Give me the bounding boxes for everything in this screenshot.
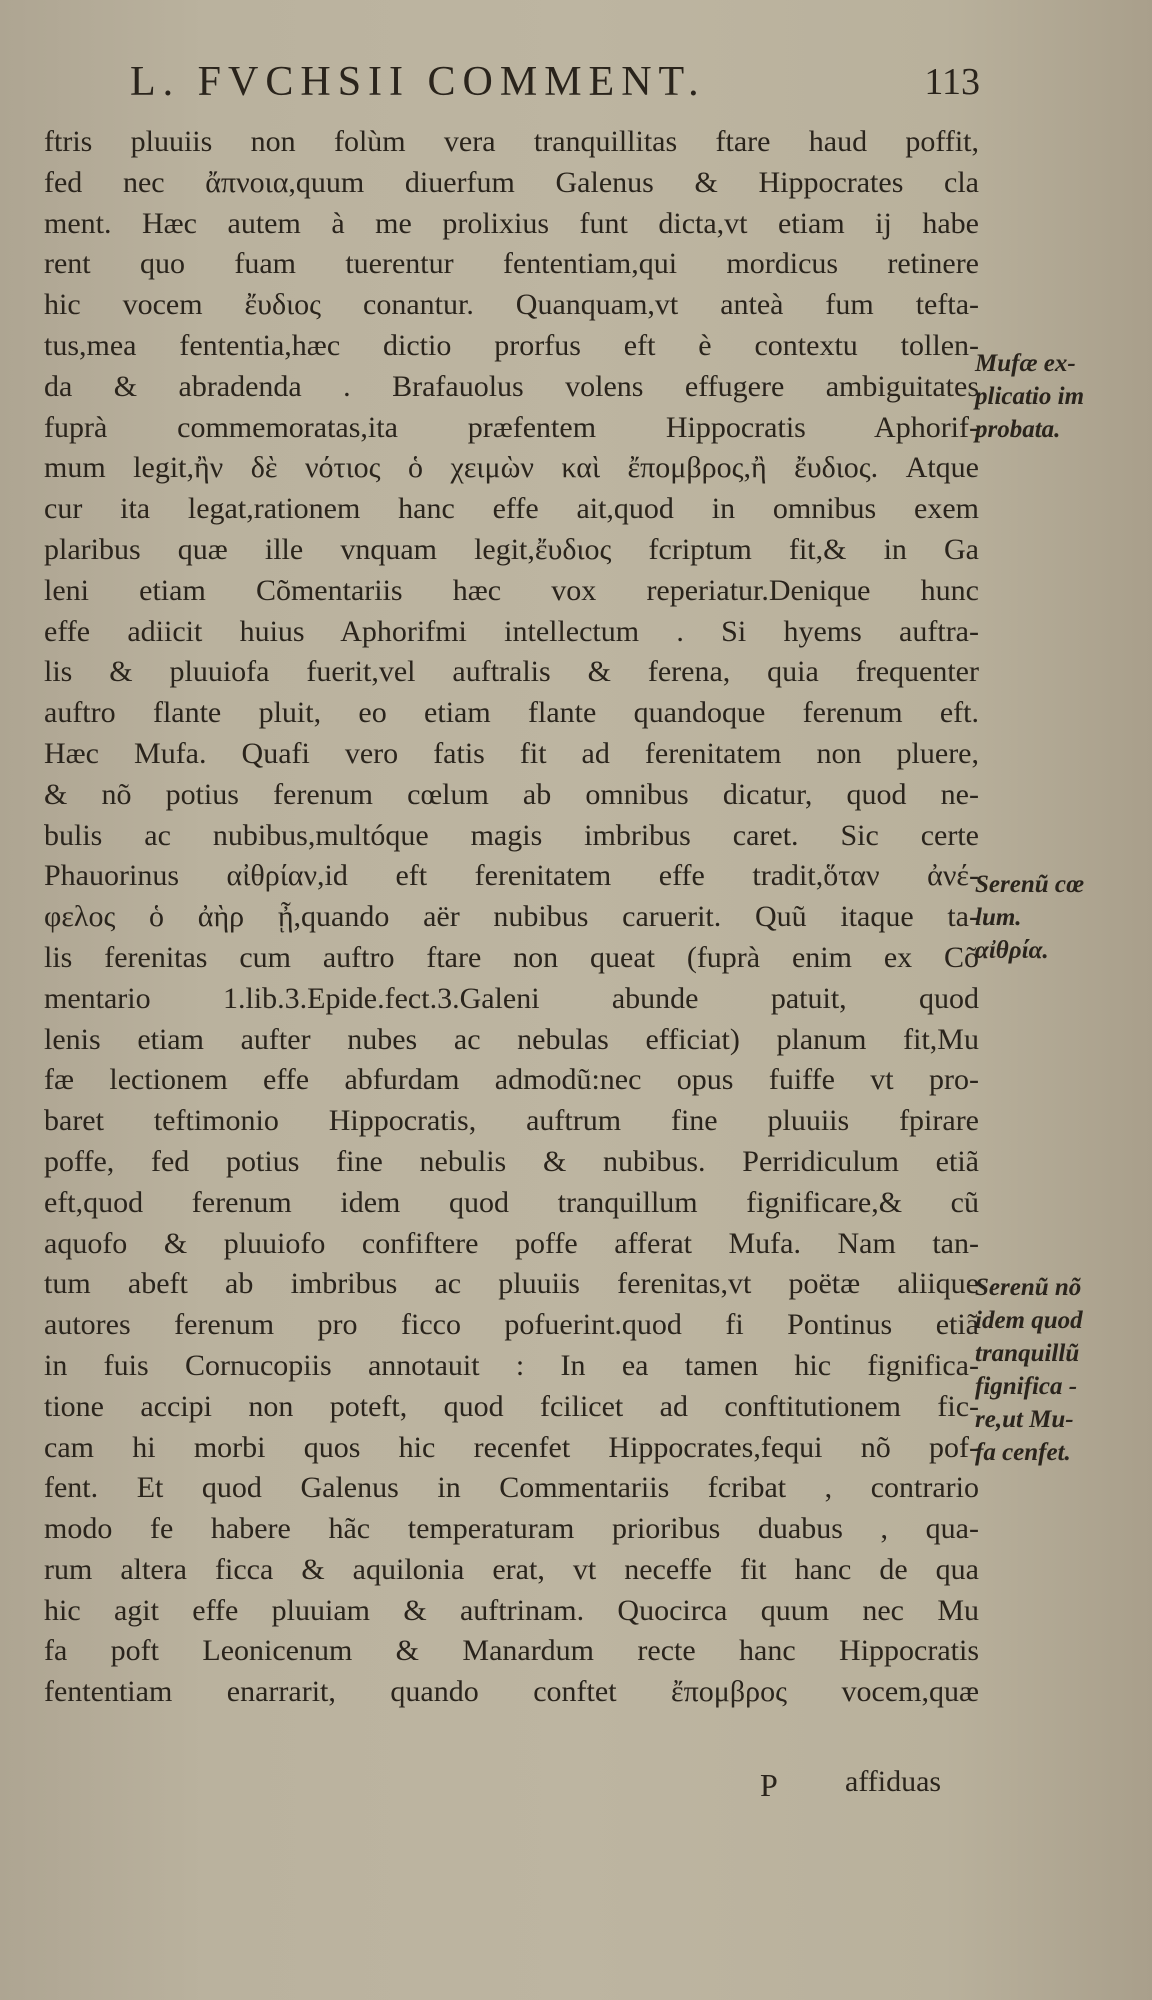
text-line: bulis ac nubibus,multóque magis imbribus caret. Sic certe [44, 818, 979, 852]
text-line: baret teftimonio Hippocratis, auftrum fine pluuiis fpirare [44, 1104, 979, 1138]
text-line: Phauorinus αἰθρίαν,id eft ferenitatem effe tradit,ὅταν ἀνέ- [44, 859, 979, 893]
text-line: hic vocem ἔυδιος conantur. Quanquam,vt anteà fum tefta- [44, 288, 979, 322]
text-line: rum altera ficca & aquilonia erat, vt neceffe fit hanc de qua [44, 1552, 979, 1586]
margin-note-line: fignifica - [975, 1373, 1078, 1400]
page-footer [130, 1767, 980, 1817]
margin-note-line: αἰθρία. [975, 937, 1049, 964]
margin-note-line: re,ut Mu- [975, 1406, 1074, 1433]
signature-mark: P [760, 1767, 778, 1803]
margin-note-line: fa cenfet. [975, 1439, 1071, 1466]
text-line: lis & pluuiofa fuerit,vel auftralis & ferena, quia frequenter [44, 655, 979, 689]
catchword: affiduas [845, 1765, 942, 1798]
text-line: fed nec ἄπνοια,quum diuerfum Galenus & Hippocrates cla [44, 165, 979, 199]
margin-note-line: probata. [975, 416, 1061, 443]
text-line: lis ferenitas cum auftro ftare non queat (fuprà enim ex Cõ [44, 940, 979, 974]
margin-note-musa [975, 347, 1145, 446]
text-line: fa poft Leonicenum & Manardum recte hanc Hippocratis [44, 1634, 979, 1668]
text-line: effe adiicit huius Aphorifmi intellectum . Si hyems auftra- [44, 614, 979, 648]
text-line: fæ lectionem effe abfurdam admodũ:nec opus fuiffe vt pro- [44, 1063, 979, 1097]
text-line: lenis etiam aufter nubes ac nebulas efficiat) planum fit,Mu [44, 1022, 979, 1056]
main-text [44, 122, 979, 1713]
page-number: 113 [924, 61, 980, 103]
text-line: hic agit effe pluuiam & auftrinam. Quocirca quum nec Mu [44, 1593, 979, 1627]
margin-note-line: plicatio im [975, 383, 1085, 410]
text-line: Hæc Mufa. Quafi vero fatis fit ad ferenitatem non pluere, [44, 736, 979, 770]
margin-note-line: Mufæ ex- [975, 350, 1076, 377]
margin-note-serenum-caelum [975, 868, 1145, 967]
text-line: & nõ potius ferenum cœlum ab omnibus dicatur, quod ne- [44, 777, 979, 811]
text-line: tione accipi non poteft, quod fcilicet ad conftitutionem fic- [44, 1389, 979, 1423]
margin-note-line: Serenũ cœ [975, 871, 1085, 898]
text-line: plaribus quæ ille vnquam legit,ἔυδιος fcriptum fit,& in Ga [44, 532, 979, 566]
text-line: mentario 1.lib.3.Epide.fect.3.Galeni abunde patuit, quod [44, 981, 979, 1015]
margin-note-line: tranquillũ [975, 1340, 1080, 1367]
text-line: modo fe habere hãc temperaturam prioribus duabus , qua- [44, 1512, 979, 1546]
text-line: in fuis Cornucopiis annotauit : In ea tamen hic fignifica- [44, 1348, 979, 1382]
page-header [130, 58, 980, 118]
text-line: auftro flante pluit, eo etiam flante quandoque ferenum eft. [44, 696, 979, 730]
text-line: tum abeft ab imbribus ac pluuiis ferenitas,vt poëtæ aliique [44, 1267, 979, 1301]
text-line: autores ferenum pro ficco pofuerint.quod fi Pontinus etiã [44, 1308, 979, 1342]
text-line: cam hi morbi quos hic recenfet Hippocrates,fequi nõ pof- [44, 1430, 979, 1464]
margin-note-line: idem quod [975, 1307, 1083, 1334]
text-line: poffe, fed potius fine nebulis & nubibus. Perridiculum etiã [44, 1144, 979, 1178]
running-head: L. FVCHSII COMMENT. [130, 59, 706, 105]
text-line: cur ita legat,rationem hanc effe ait,quod in omnibus exem [44, 492, 979, 526]
text-line: ment. Hæc autem à me prolixius funt dicta,vt etiam ij habe [44, 206, 979, 240]
text-line: aquofo & pluuiofo confiftere poffe afferat Mufa. Nam tan- [44, 1226, 979, 1260]
text-line: ftris pluuiis non folùm vera tranquillitas ftare haud poffit, [44, 125, 979, 158]
text-line: fuprà commemoratas,ita præfentem Hippocratis Aphorif- [44, 410, 979, 444]
text-line: eft,quod ferenum idem quod tranquillum fignificare,& cũ [44, 1185, 979, 1219]
text-line: mum legit,ἢν δὲ νότιος ὁ χειμὼν καὶ ἔπομβρος,ἢ ἔυδιος. Atque [44, 451, 979, 485]
margin-note-serenum-tranquillum [975, 1271, 1145, 1469]
margin-note-line: Serenũ nõ [975, 1274, 1082, 1301]
text-line: fententiam enarrarit, quando conftet ἔπομβρος vocem,quæ [44, 1675, 979, 1709]
text-line: fent. Et quod Galenus in Commentariis fcribat , contrario [44, 1471, 979, 1505]
text-line: leni etiam Cõmentariis hæc vox reperiatur.Denique hunc [44, 573, 979, 607]
text-line: tus,mea fententia,hæc dictio prorfus eft è contextu tollen- [44, 328, 979, 362]
text-line: da & abradenda . Brafauolus volens effugere ambiguitates [44, 369, 979, 403]
margin-note-line: lum. [975, 904, 1022, 931]
text-line: rent quo fuam tuerentur fententiam,qui mordicus retinere [44, 247, 979, 281]
text-line: φελος ὁ ἀὴρ ᾖ,quando aër nubibus caruerit. Quũ itaque ta- [44, 900, 979, 934]
